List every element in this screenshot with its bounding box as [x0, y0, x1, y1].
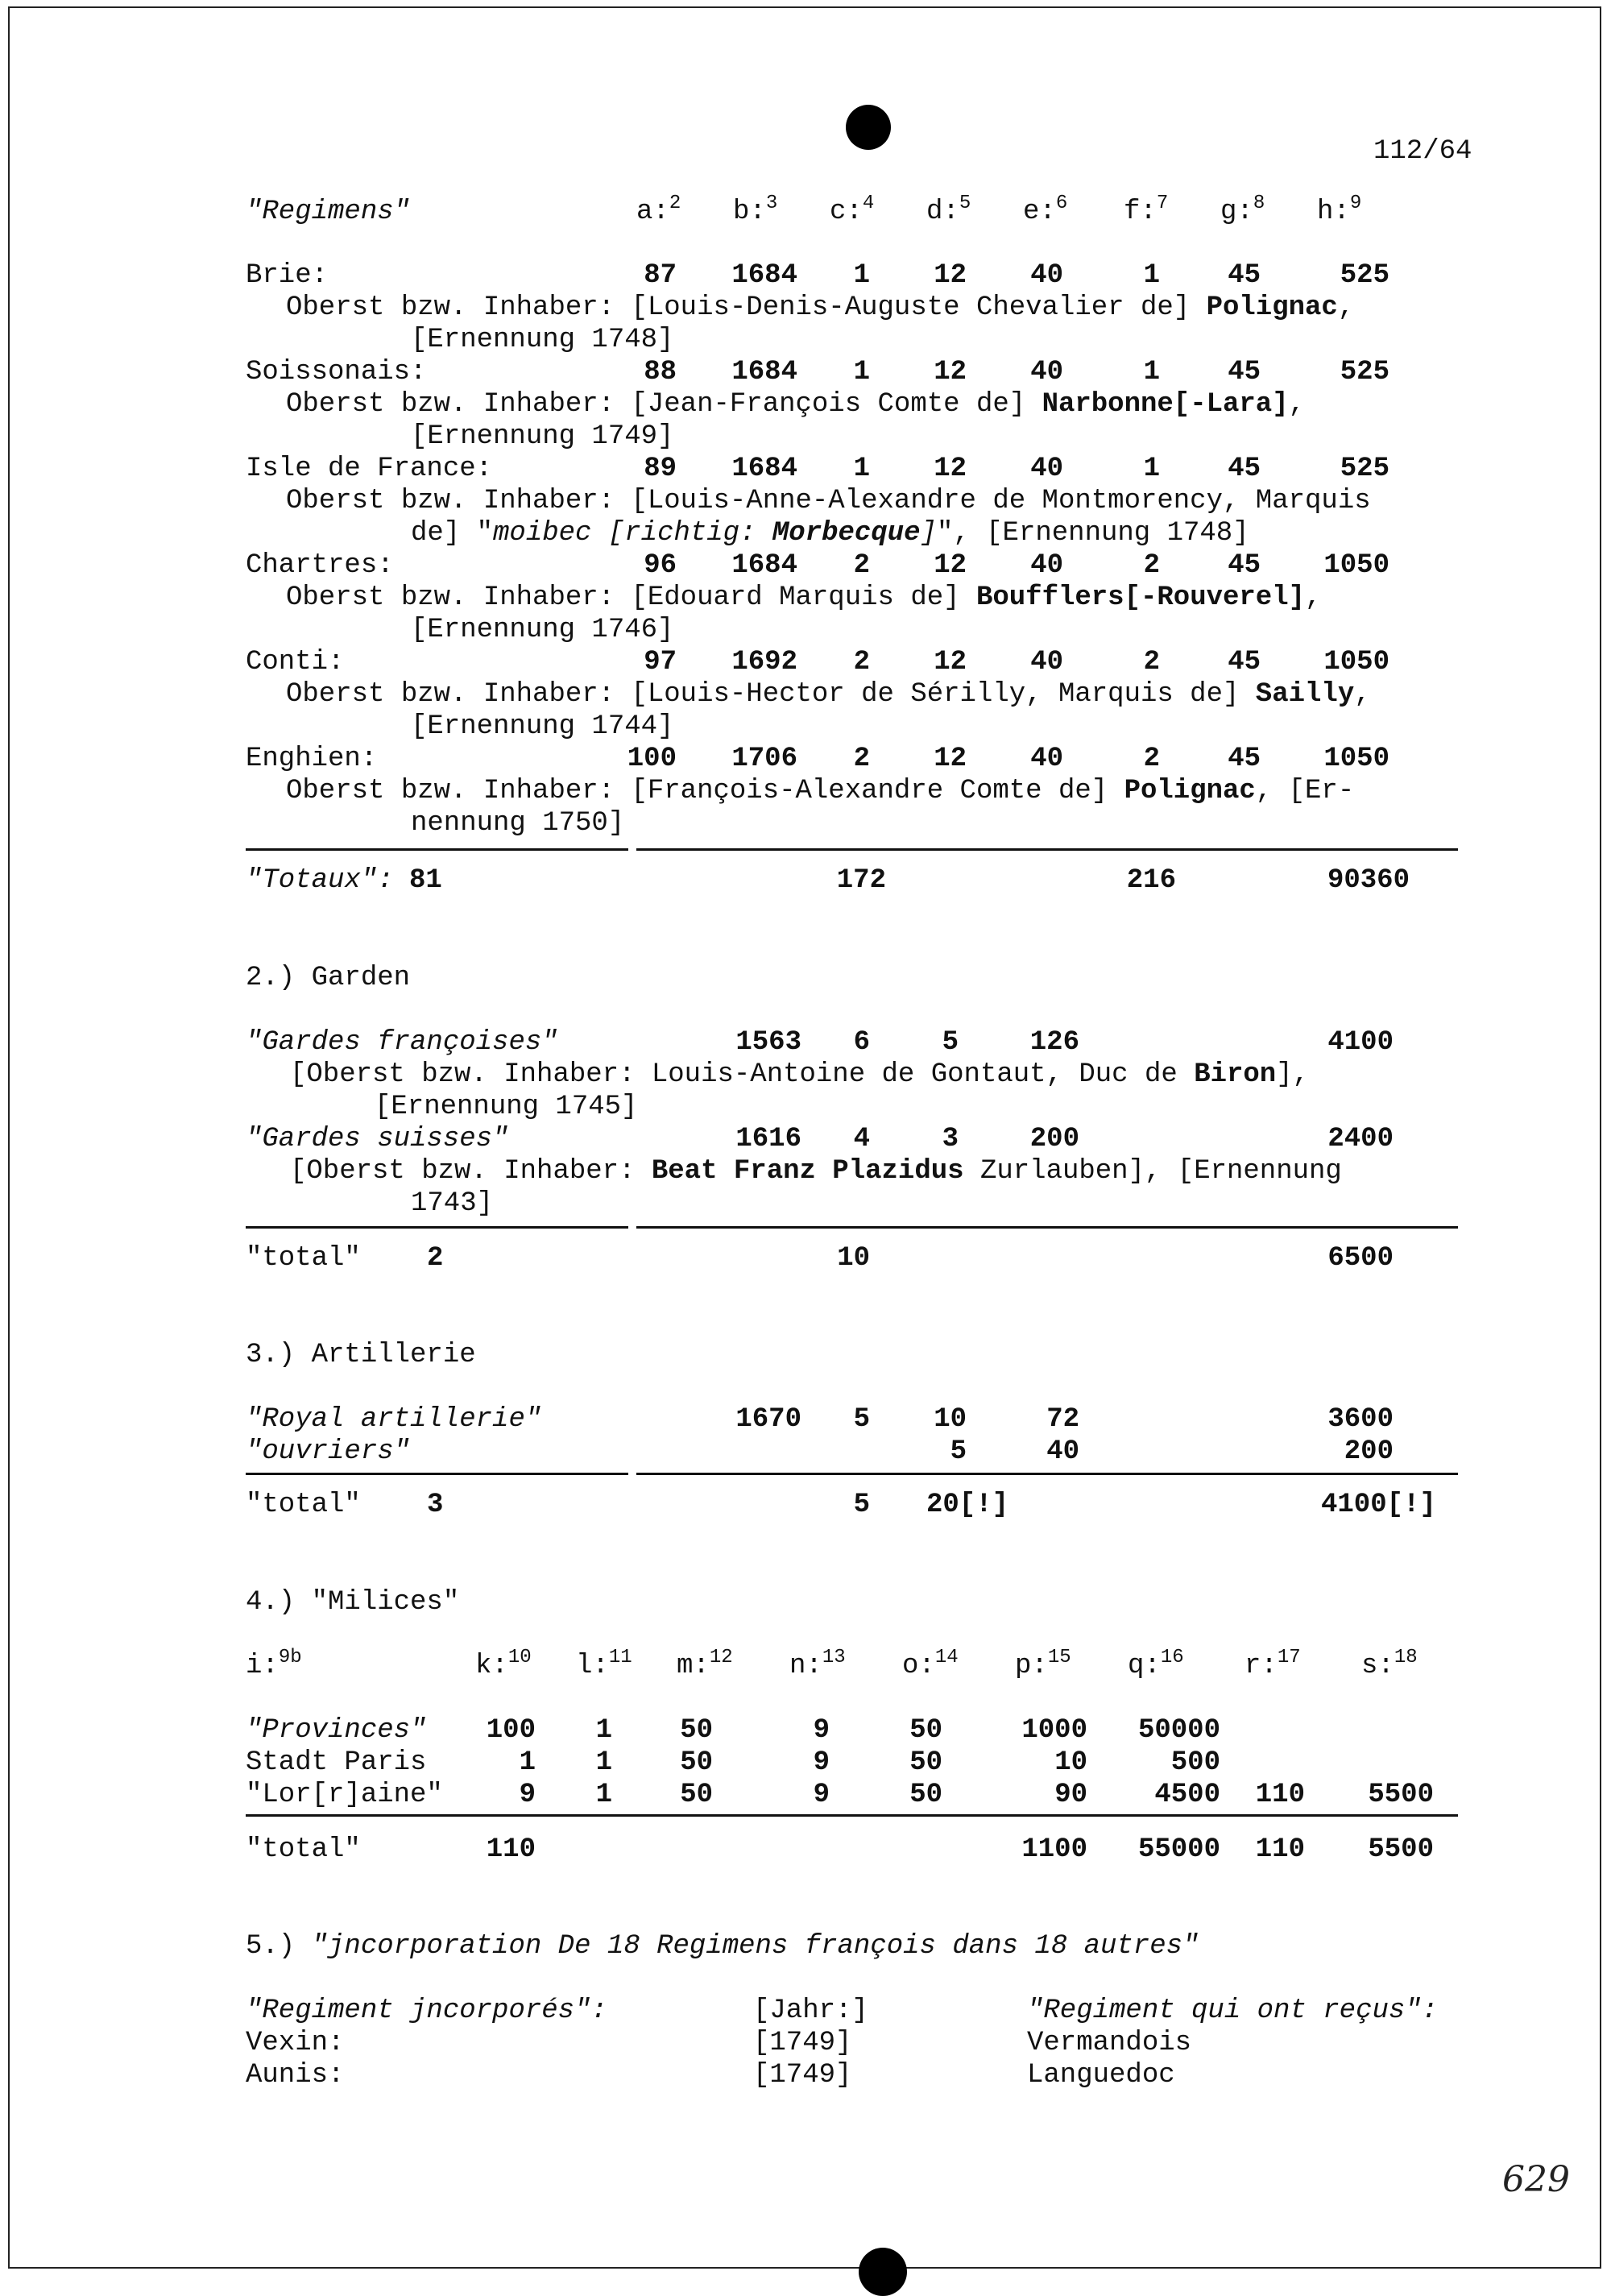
value-b: 1692	[731, 647, 797, 678]
value-d: 10	[934, 1404, 967, 1435]
value-n: 9	[813, 1747, 830, 1778]
value-d: 5	[942, 1027, 959, 1058]
punch-hole-top	[846, 105, 891, 150]
column-header-s: s:$^{18}$	[1361, 1647, 1418, 1681]
value-h: 1050	[1323, 744, 1389, 774]
commander-note: [Oberst bzw. Inhaber: Louis-Antoine de Gontaut, Duc de Biron],	[290, 1059, 1310, 1090]
value-h: 200	[1344, 1436, 1394, 1467]
column-header-q: q:$^{16}$	[1128, 1647, 1184, 1681]
value-l: 1	[595, 1747, 612, 1778]
militia-name: "Lor[r]aine"	[246, 1780, 443, 1810]
value-h: 525	[1340, 357, 1389, 388]
value-o: 50	[909, 1747, 942, 1778]
totals-rule-left	[246, 848, 628, 851]
value-f: 1	[1143, 260, 1160, 291]
column-header-m: m:$^{12}$	[677, 1647, 733, 1681]
value-a: 96	[644, 550, 677, 581]
section2-heading: 2.) Garden	[246, 963, 411, 993]
column-header-r: r:$^{17}$	[1244, 1647, 1301, 1681]
total-s: 5500	[1368, 1834, 1434, 1865]
totals-rule-right	[636, 848, 1458, 851]
value-c: 2	[853, 647, 870, 678]
value-h: 4100	[1327, 1027, 1394, 1058]
column-header-l: l:$^{11}$	[576, 1647, 632, 1681]
commander-note: Oberst bzw. Inhaber: [Edouard Marquis de] Boufflers[-Rouverel],	[286, 582, 1322, 613]
artillery-name: "Royal artillerie"	[246, 1404, 542, 1435]
appointment-note: [Ernennung 1749]	[411, 421, 674, 452]
value-d: 12	[934, 744, 967, 774]
garde-name: "Gardes françoises"	[246, 1027, 558, 1058]
value-g: 45	[1228, 744, 1261, 774]
militia-name: "Provinces"	[246, 1715, 427, 1746]
year-header: [Jahr:]	[753, 1996, 868, 2026]
regiment-name: Soissonais:	[246, 357, 427, 388]
total-count: 2	[427, 1243, 444, 1274]
regimens-label: "Regimens"	[246, 197, 411, 227]
value-d: 3	[942, 1124, 959, 1154]
value-h: 525	[1340, 454, 1389, 484]
value-f: 1	[1143, 454, 1160, 484]
column-header-p: p:$^{15}$	[1015, 1647, 1071, 1681]
value-b: 1684	[731, 550, 797, 581]
column-header-b: b:$^3$	[733, 193, 778, 227]
value-c: 4	[853, 1124, 870, 1154]
commander-note: Oberst bzw. Inhaber: [François-Alexandre Comte de] Polignac, [Er-	[286, 776, 1355, 806]
value-d: 12	[934, 550, 967, 581]
total-d: 20[!]	[926, 1490, 1009, 1520]
total-q: 55000	[1137, 1834, 1220, 1865]
column-header-d: d:$^5$	[926, 193, 971, 227]
value-c: 1	[853, 260, 870, 291]
value-d: 12	[934, 260, 967, 291]
value-q: 500	[1170, 1747, 1220, 1778]
garden-total-rule-left	[246, 1226, 628, 1229]
value-o: 50	[909, 1780, 942, 1810]
value-b: 1706	[731, 744, 797, 774]
value-b: 1684	[731, 260, 797, 291]
totals-c: 172	[836, 865, 886, 896]
commander-note: Oberst bzw. Inhaber: [Louis-Denis-Auguste Chevalier de] Polignac,	[286, 292, 1355, 323]
value-b: 1684	[731, 454, 797, 484]
incorporated-regiment: Aunis:	[246, 2060, 345, 2091]
value-c: 2	[853, 550, 870, 581]
militia-total-rule	[246, 1814, 1458, 1817]
value-p: 1000	[1021, 1715, 1087, 1746]
page-number: 112/64	[1373, 136, 1472, 167]
total-p: 1100	[1021, 1834, 1087, 1865]
artillery-total-rule-left	[246, 1473, 628, 1475]
total-label: "total"	[246, 1490, 361, 1520]
value-a: 87	[644, 260, 677, 291]
value-e: 40	[1046, 1436, 1079, 1467]
appointment-note: nennung 1750]	[411, 808, 625, 839]
value-h: 1050	[1323, 550, 1389, 581]
value-g: 45	[1228, 454, 1261, 484]
value-b: 1684	[731, 357, 797, 388]
value-a: 97	[644, 647, 677, 678]
value-b: 1670	[735, 1404, 801, 1435]
totals-h: 90360	[1327, 865, 1410, 896]
appointment-note: [Ernennung 1745]	[375, 1092, 638, 1122]
garde-name: "Gardes suisses"	[246, 1124, 509, 1154]
total-r: 110	[1255, 1834, 1305, 1865]
value-h: 2400	[1327, 1124, 1394, 1154]
column-header-o: o:$^{14}$	[902, 1647, 959, 1681]
receiving-regiment: Vermandois	[1027, 2028, 1192, 2058]
total-label: "total"	[246, 1834, 361, 1865]
value-f: 2	[1143, 647, 1160, 678]
punch-hole-bottom	[859, 2248, 907, 2296]
appointment-note: [Ernennung 1748]	[411, 325, 674, 355]
value-k: 100	[486, 1715, 536, 1746]
regiment-name: Isle de France:	[246, 454, 493, 484]
total-h: 6500	[1327, 1243, 1394, 1274]
column-header-n: n:$^{13}$	[789, 1647, 846, 1681]
totals-f: 216	[1126, 865, 1176, 896]
value-c: 6	[853, 1027, 870, 1058]
value-s: 5500	[1368, 1780, 1434, 1810]
value-h: 525	[1340, 260, 1389, 291]
total-h: 4100[!]	[1321, 1490, 1436, 1520]
column-header-g: g:$^8$	[1220, 193, 1265, 227]
commander-note: [Oberst bzw. Inhaber: Beat Franz Plazidus Zurlauben], [Ernennung	[290, 1156, 1342, 1187]
appointment-note: [Ernennung 1746]	[411, 615, 674, 645]
value-c: 1	[853, 357, 870, 388]
value-p: 10	[1054, 1747, 1087, 1778]
incorporated-regiment: Vexin:	[246, 2028, 345, 2058]
appointment-note: 1743]	[411, 1188, 494, 1219]
regiment-name: Enghien:	[246, 744, 378, 774]
value-a: 89	[644, 454, 677, 484]
incorporation-year: [1749]	[753, 2028, 852, 2058]
total-c: 5	[853, 1490, 870, 1520]
value-g: 45	[1228, 550, 1261, 581]
section3-heading: 3.) Artillerie	[246, 1340, 476, 1370]
value-q: 4500	[1154, 1780, 1220, 1810]
total-c: 10	[837, 1243, 870, 1274]
value-d: 12	[934, 647, 967, 678]
commander-note: Oberst bzw. Inhaber: [Louis-Hector de Sérilly, Marquis de] Sailly,	[286, 679, 1371, 710]
value-e: 40	[1030, 260, 1063, 291]
section5-heading: 5.) "jncorporation De 18 Regimens françois dans 18 autres"	[246, 1931, 1199, 1962]
value-b: 1563	[735, 1027, 801, 1058]
column-header-c: c:$^4$	[830, 193, 875, 227]
value-e: 200	[1029, 1124, 1079, 1154]
value-m: 50	[680, 1715, 713, 1746]
value-f: 2	[1143, 550, 1160, 581]
receiving-regiment: Languedoc	[1027, 2060, 1175, 2091]
commander-note: Oberst bzw. Inhaber: [Louis-Anne-Alexandre de Montmorency, Marquis	[286, 486, 1371, 516]
value-e: 126	[1029, 1027, 1079, 1058]
value-l: 1	[595, 1780, 612, 1810]
appointment-note: [Ernennung 1744]	[411, 711, 674, 742]
commander-note: Oberst bzw. Inhaber: [Jean-François Comte de] Narbonne[-Lara],	[286, 389, 1306, 420]
value-k: 1	[519, 1747, 536, 1778]
regiment-name: Chartres:	[246, 550, 394, 581]
value-m: 50	[680, 1780, 713, 1810]
value-c: 2	[853, 744, 870, 774]
value-h: 1050	[1323, 647, 1389, 678]
value-o: 50	[909, 1715, 942, 1746]
incorporation-year: [1749]	[753, 2060, 852, 2091]
total-label: "total"	[246, 1243, 361, 1274]
regiment-name: Conti:	[246, 647, 345, 678]
value-g: 45	[1228, 260, 1261, 291]
value-a: 100	[627, 744, 677, 774]
garden-total-rule-right	[636, 1226, 1458, 1229]
column-header-e: e:$^6$	[1023, 193, 1068, 227]
value-g: 45	[1228, 357, 1261, 388]
value-e: 40	[1030, 744, 1063, 774]
column-header-a: a:$^2$	[636, 193, 681, 227]
value-n: 9	[813, 1780, 830, 1810]
value-e: 72	[1046, 1404, 1079, 1435]
regiment-name: Brie:	[246, 260, 329, 291]
value-c: 1	[853, 454, 870, 484]
value-f: 1	[1143, 357, 1160, 388]
value-d: 12	[934, 454, 967, 484]
handwritten-folio-number: 629	[1502, 2159, 1570, 2200]
artillery-name: "ouvriers"	[246, 1436, 411, 1467]
totals-count: 81	[409, 865, 442, 896]
value-d: 12	[934, 357, 967, 388]
commander-note-continued: de] "moibec [richtig: Morbecque]", [Ernennung 1748]	[411, 518, 1249, 549]
totals-label: "Totaux":	[246, 865, 394, 896]
artillery-total-rule-right	[636, 1473, 1458, 1475]
total-k: 110	[486, 1834, 536, 1865]
receiving-header: "Regiment qui ont reçus":	[1027, 1996, 1439, 2026]
total-count: 3	[427, 1490, 444, 1520]
column-header-i: i:$^{9b}$	[246, 1647, 302, 1681]
value-g: 45	[1228, 647, 1261, 678]
value-c: 5	[853, 1404, 870, 1435]
column-header-h: h:$^9$	[1317, 193, 1362, 227]
column-header-k: k:$^{10}$	[475, 1647, 532, 1681]
value-e: 40	[1030, 647, 1063, 678]
value-n: 9	[813, 1715, 830, 1746]
incorporated-header: "Regiment jncorporés":	[246, 1996, 607, 2026]
column-header-f: f:$^7$	[1124, 193, 1169, 227]
value-r: 110	[1255, 1780, 1305, 1810]
value-b: 1616	[735, 1124, 801, 1154]
section4-heading: 4.) "Milices"	[246, 1587, 460, 1618]
value-e: 40	[1030, 357, 1063, 388]
value-l: 1	[595, 1715, 612, 1746]
value-q: 50000	[1137, 1715, 1220, 1746]
value-h: 3600	[1327, 1404, 1394, 1435]
value-a: 88	[644, 357, 677, 388]
value-f: 2	[1143, 744, 1160, 774]
value-d: 5	[950, 1436, 967, 1467]
value-p: 90	[1054, 1780, 1087, 1810]
value-k: 9	[519, 1780, 536, 1810]
value-e: 40	[1030, 550, 1063, 581]
value-m: 50	[680, 1747, 713, 1778]
militia-name: Stadt Paris	[246, 1747, 427, 1778]
value-e: 40	[1030, 454, 1063, 484]
